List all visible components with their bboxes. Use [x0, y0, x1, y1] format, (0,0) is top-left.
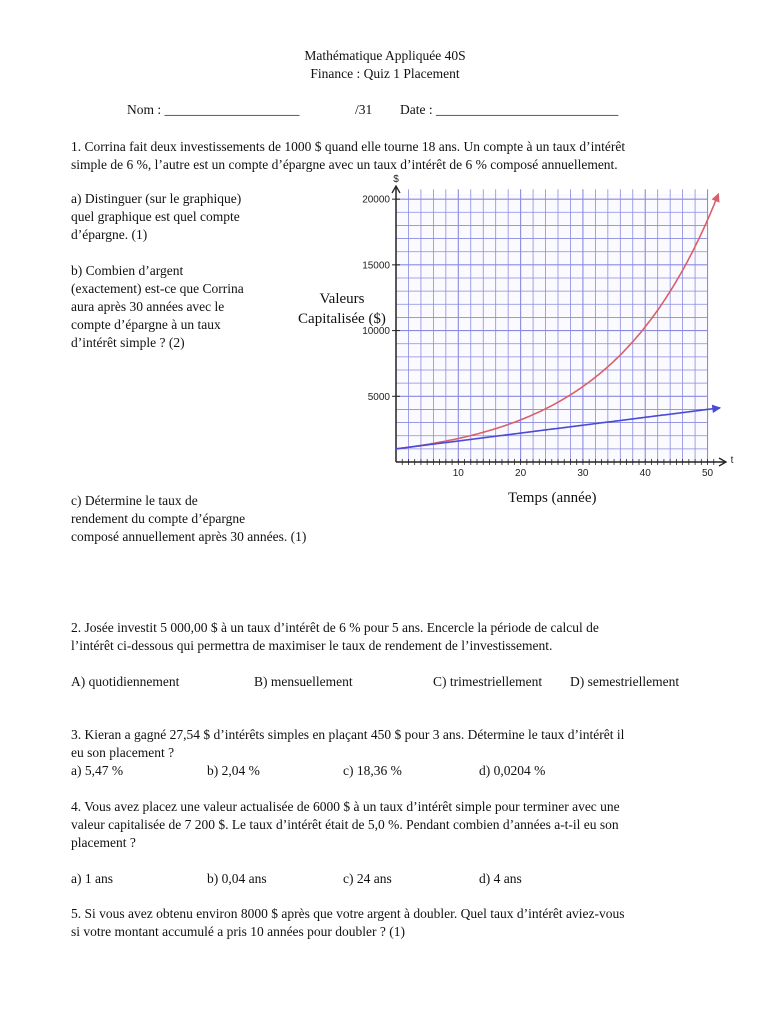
q4-option-d[interactable]: d) 4 ans	[479, 871, 522, 886]
q1b-line3: aura après 30 années avec le	[71, 299, 225, 314]
q1a-line1: a) Distinguer (sur le graphique)	[71, 191, 242, 206]
q3-option-b[interactable]: b) 2,04 %	[207, 763, 260, 778]
q1c-line1: c) Détermine le taux de	[71, 493, 198, 508]
y-tick-label: 5000	[367, 391, 390, 403]
q3-line2: eu son placement ?	[71, 745, 175, 760]
y-unit-label: $	[393, 174, 399, 185]
y-tick-label: 15000	[362, 260, 390, 272]
x-tick-label: 10	[452, 468, 464, 479]
x-tick-label: 20	[515, 468, 527, 479]
q1-intro-line2: simple de 6 %, l’autre est un compte d’épargne avec un taux d’intérêt de 6 % composé annuellement.	[71, 157, 618, 172]
q1c-line3: composé annuellement après 30 années. (1)	[71, 529, 307, 544]
score-label: /31	[355, 102, 373, 117]
chart-xlabel: Temps (année)	[508, 490, 597, 506]
q4-option-b[interactable]: b) 0,04 ans	[207, 871, 267, 886]
plot-area	[396, 194, 708, 462]
q4-option-a[interactable]: a) 1 ans	[71, 871, 113, 886]
x-tick-label: 30	[577, 468, 589, 479]
course-title: Mathématique Appliquée 40S	[304, 48, 466, 63]
q5-line1: 5. Si vous avez obtenu environ 8000 $ après que votre argent à doubler. Quel taux d’intérêt aviez-vous	[71, 906, 625, 921]
q1b-line1: b) Combien d’argent	[71, 263, 184, 278]
q1c-line2: rendement du compte d’épargne	[71, 511, 246, 526]
name-field[interactable]: Nom : ____________________	[127, 102, 300, 117]
q3-option-c[interactable]: c) 18,36 %	[343, 763, 402, 778]
chart-ylabel-line1: Valeurs	[319, 291, 365, 307]
q2-option-d[interactable]: D) semestriellement	[570, 674, 680, 689]
q4-line2: valeur capitalisée de 7 200 $. Le taux d’intérêt était de 5,0 %. Pendant combien d’années a-t-il eu son	[71, 817, 619, 832]
q1b-line4: compte d’épargne à un taux	[71, 317, 221, 332]
series-arrow-simple	[712, 405, 720, 412]
y-tick-label: 10000	[362, 326, 390, 338]
q5-line2: si votre montant accumulé a pris 10 années pour doubler ? (1)	[71, 924, 406, 939]
q2-line2: l’intérêt ci-dessous qui permettra de maximiser le taux de rendement de l’investissement.	[71, 638, 553, 653]
q3-line1: 3. Kieran a gagné 27,54 $ d’intérêts simples en plaçant 450 $ pour 3 ans. Détermine le taux d’intérêt il	[71, 727, 625, 742]
q1a-line2: quel graphique est quel compte	[71, 209, 240, 224]
investment-chart	[340, 170, 740, 480]
q2-option-c[interactable]: C) trimestriellement	[433, 674, 543, 689]
x-tick-label: 50	[701, 468, 714, 479]
x-tick-label: 40	[639, 468, 651, 479]
q1a-line3: d’épargne. (1)	[71, 227, 148, 242]
q3-option-a[interactable]: a) 5,47 %	[71, 763, 124, 778]
date-field[interactable]: Date : ___________________________	[400, 102, 619, 117]
q3-option-d[interactable]: d) 0,0204 %	[479, 763, 546, 778]
quiz-subtitle: Finance : Quiz 1 Placement	[310, 66, 460, 81]
q1-intro-line1: 1. Corrina fait deux investissements de 1000 $ quand elle tourne 18 ans. Un compte à un taux d’intérêt	[71, 139, 626, 154]
q1b-line2: (exactement) est-ce que Corrina	[71, 281, 244, 296]
q4-line3: placement ?	[71, 835, 136, 850]
x-unit-label: t	[730, 455, 734, 466]
q2-option-a[interactable]: A) quotidiennement	[71, 674, 180, 689]
y-tick-label: 20000	[362, 194, 390, 206]
chart-ylabel-line2: Capitalisée ($)	[298, 311, 386, 327]
q4-option-c[interactable]: c) 24 ans	[343, 871, 392, 886]
series-arrow-compound	[713, 194, 719, 202]
q2-option-b[interactable]: B) mensuellement	[254, 674, 353, 689]
q2-line1: 2. Josée investit 5 000,00 $ à un taux d’intérêt de 6 % pour 5 ans. Encercle la période de calcul de	[71, 620, 599, 635]
q1b-line5: d’intérêt simple ? (2)	[71, 335, 185, 350]
q4-line1: 4. Vous avez placez une valeur actualisée de 6000 $ à un taux d’intérêt simple pour terminer avec une	[71, 799, 620, 814]
